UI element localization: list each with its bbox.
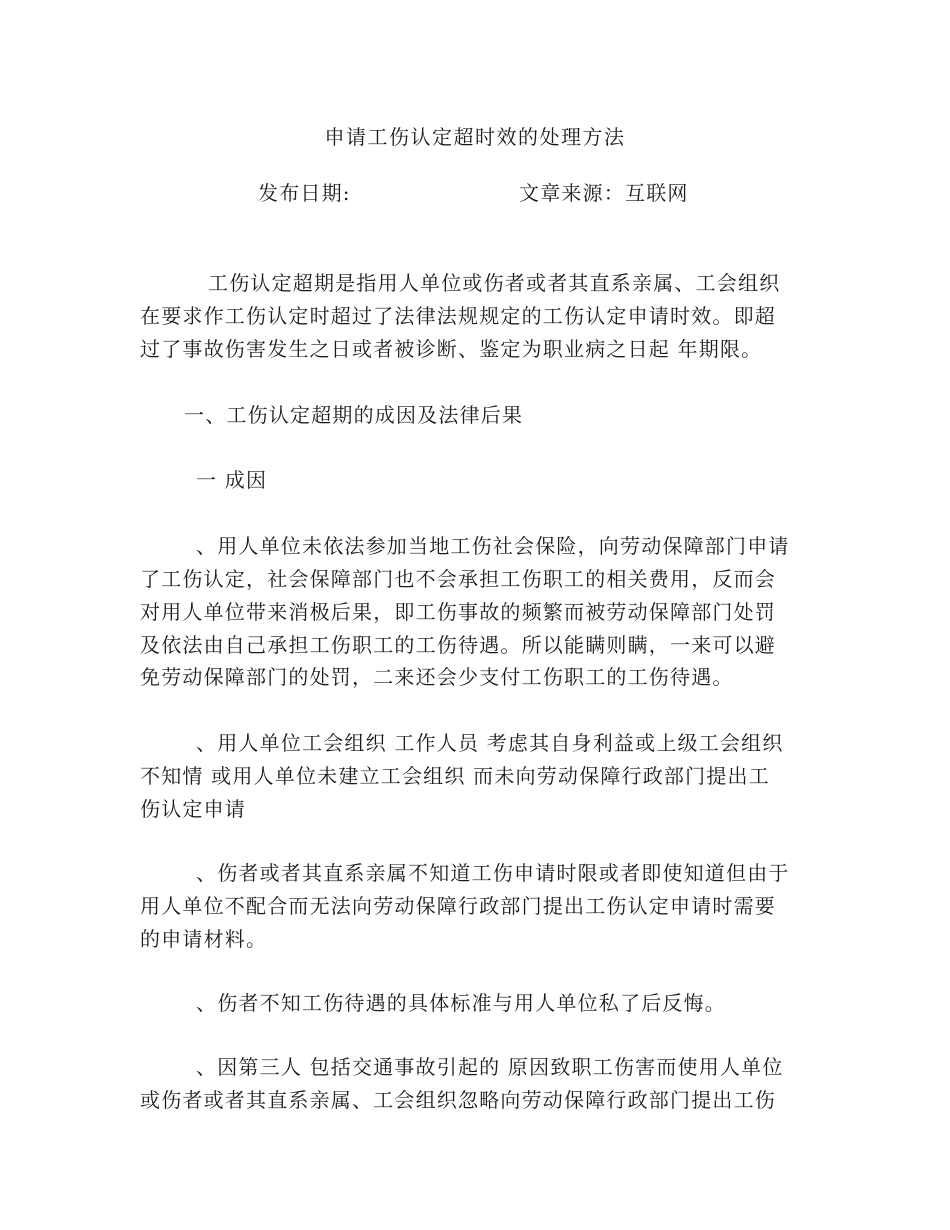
cause-1-line-1: 、用人单位未依法参加当地工伤社会保险，向劳动保障部门申请 [196,534,790,558]
cause-4-line-1: 、伤者不知工伤待遇的具体标准与用人单位私了后反悔。 [196,991,726,1015]
cause-1-line-3: 对用人单位带来消极后果，即工伤事故的频繁而被劳动保障部门处罚 [140,600,776,624]
cause-2-line-1: 、用人单位工会组织 工作人员 考虑其自身利益或上级工会组织 [196,731,784,755]
article-source-label: 文章来源：互联网 [519,181,689,205]
paragraph-1-line-1: 工伤认定超期是指用人单位或伤者或者其直系亲属、工会组织 [208,271,781,295]
document-title: 申请工伤认定超时效的处理方法 [324,125,626,149]
paragraph-1-line-3: 过了事故伤害发生之日或者被诊断、鉴定为职业病之日起 年期限。 [140,337,763,361]
cause-5-line-1: 、因第三人 包括交通事故引起的 原因致职工伤害而使用人单位 [196,1055,784,1079]
cause-3-line-2: 用人单位不配合而无法向劳动保障行政部门提出工伤认定申请时需要 [140,894,776,918]
section-heading-1: 一、工伤认定超期的成因及法律后果 [184,403,524,427]
cause-3-line-3: 的申请材料。 [140,927,268,951]
paragraph-1-line-2: 在要求作工伤认定时超过了法律法规规定的工伤认定申请时效。即超 [140,304,776,328]
cause-1-line-5: 免劳动保障部门的处罚，二来还会少支付工伤职工的工伤待遇。 [140,665,734,689]
publish-date-label: 发布日期: [258,181,351,205]
cause-1-line-4: 及依法由自己承担工伤职工的工伤待遇。所以能瞒则瞒，一来可以避 [140,633,776,657]
cause-3-line-1: 、伤者或者其直系亲属不知道工伤申请时限或者即使知道但由于 [196,861,790,885]
subsection-heading-causes: 一 成因 [196,468,268,492]
cause-1-line-2: 了工伤认定，社会保障部门也不会承担工伤职工的相关费用，反而会 [140,567,776,591]
cause-2-line-2: 不知情 或用人单位未建立工会组织 而未向劳动保障行政部门提出工 [140,764,770,788]
cause-2-line-3: 伤认定申请 [140,797,246,821]
cause-5-line-2: 或伤者或者其直系亲属、工会组织忽略向劳动保障行政部门提出工伤 [140,1088,776,1112]
